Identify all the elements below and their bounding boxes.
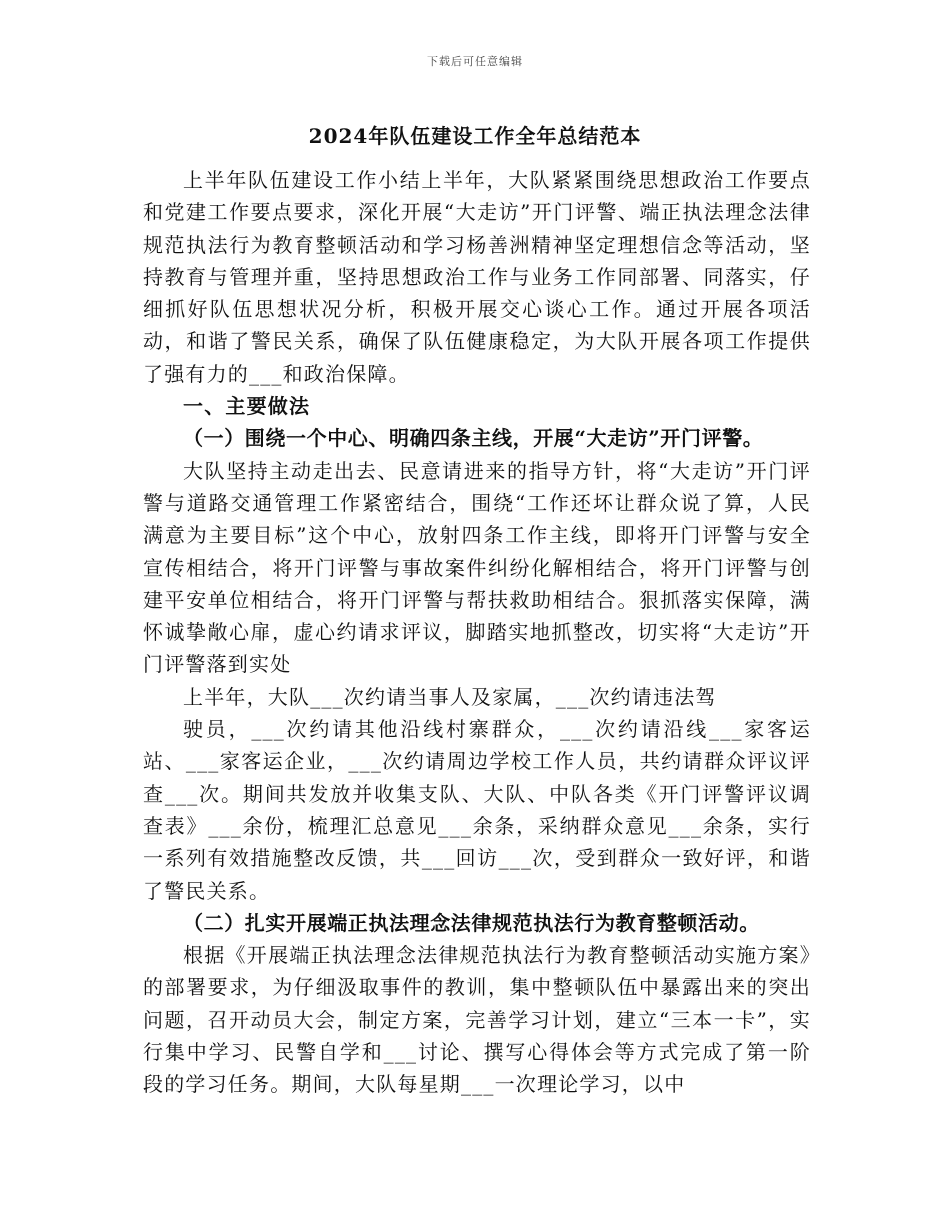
section-heading-main-methods: 一、主要做法 — [183, 394, 311, 419]
body-paragraph: 大队坚持主动走出去、民意请进来的指导方针，将“大走访”开门评警与道路交通管理工作紧密结合，围绕“工作还坏让群众说了算，人民满意为主要目标”这个中心，放射四条工作主线，即将开门评警与安全宣传相结合，将开门评警与事故案件纠纷化解相结合，将开门评警与创建平安单位相结合，将开门评警与帮扶救助相结合。狠抓落实保障，满怀诚挚敞心扉，虚心约请求评议，脚踏实地抓整改，切实将“大走访”开门评警落到实处 — [143, 458, 811, 677]
body-paragraph: 根据《开展端正执法理念法律规范执法行为教育整顿活动实施方案》的部署要求，为仔细汲取事件的教训，集中整顿队伍中暴露出来的突出问题，召开动员大会，制定方案，完善学习计划，建立“三本一卡”，实行集中学习、民警自学和___讨论、撰写心得体会等方式完成了第一阶段的学习任务。期间，大队每星期___一次理论学习，以中 — [143, 943, 811, 1097]
page-header-note: 下载后可任意编辑 — [427, 55, 523, 68]
intro-paragraph: 上半年队伍建设工作小结上半年，大队紧紧围绕思想政治工作要点和党建工作要点要求，深化开展“大走访”开门评警、端正执法理念法律规范执法行为教育整顿活动和学习杨善洲精神坚定理想信念等活动，坚持教育与管理并重，坚持思想政治工作与业务工作同部署、同落实，仔细抓好队伍思想状况分析，积极开展交心谈心工作。通过开展各项活动，和谐了警民关系，确保了队伍健康稳定，为大队开展各项工作提供了强有力的___和政治保障。 — [143, 168, 811, 386]
body-paragraph: 上半年，大队___次约请当事人及家属，___次约请违法驾 — [183, 684, 717, 709]
subsection-heading-2: （二）扎实开展端正执法理念法律规范执法行为教育整顿活动。 — [183, 910, 760, 935]
subsection-heading-1: （一）围绕一个中心、明确四条主线，开展“大走访”开门评警。 — [183, 426, 764, 451]
body-paragraph: 驶员，___次约请其他沿线村寨群众，___次约请沿线___家客运站、___家客运企业，___次约请周边学校工作人员，共约请群众评议评查___次。期间共发放并收集支队、大队、中队各类《开门评警评议调查表》___余份，梳理汇总意见___余条，采纳群众意见___余条，实行一系列有效措施整改反馈，共___回访___次，受到群众一致好评，和谐了警民关系。 — [143, 717, 811, 903]
document-title: 2024年队伍建设工作全年总结范本 — [308, 124, 642, 148]
document-body — [143, 164, 811, 1101]
